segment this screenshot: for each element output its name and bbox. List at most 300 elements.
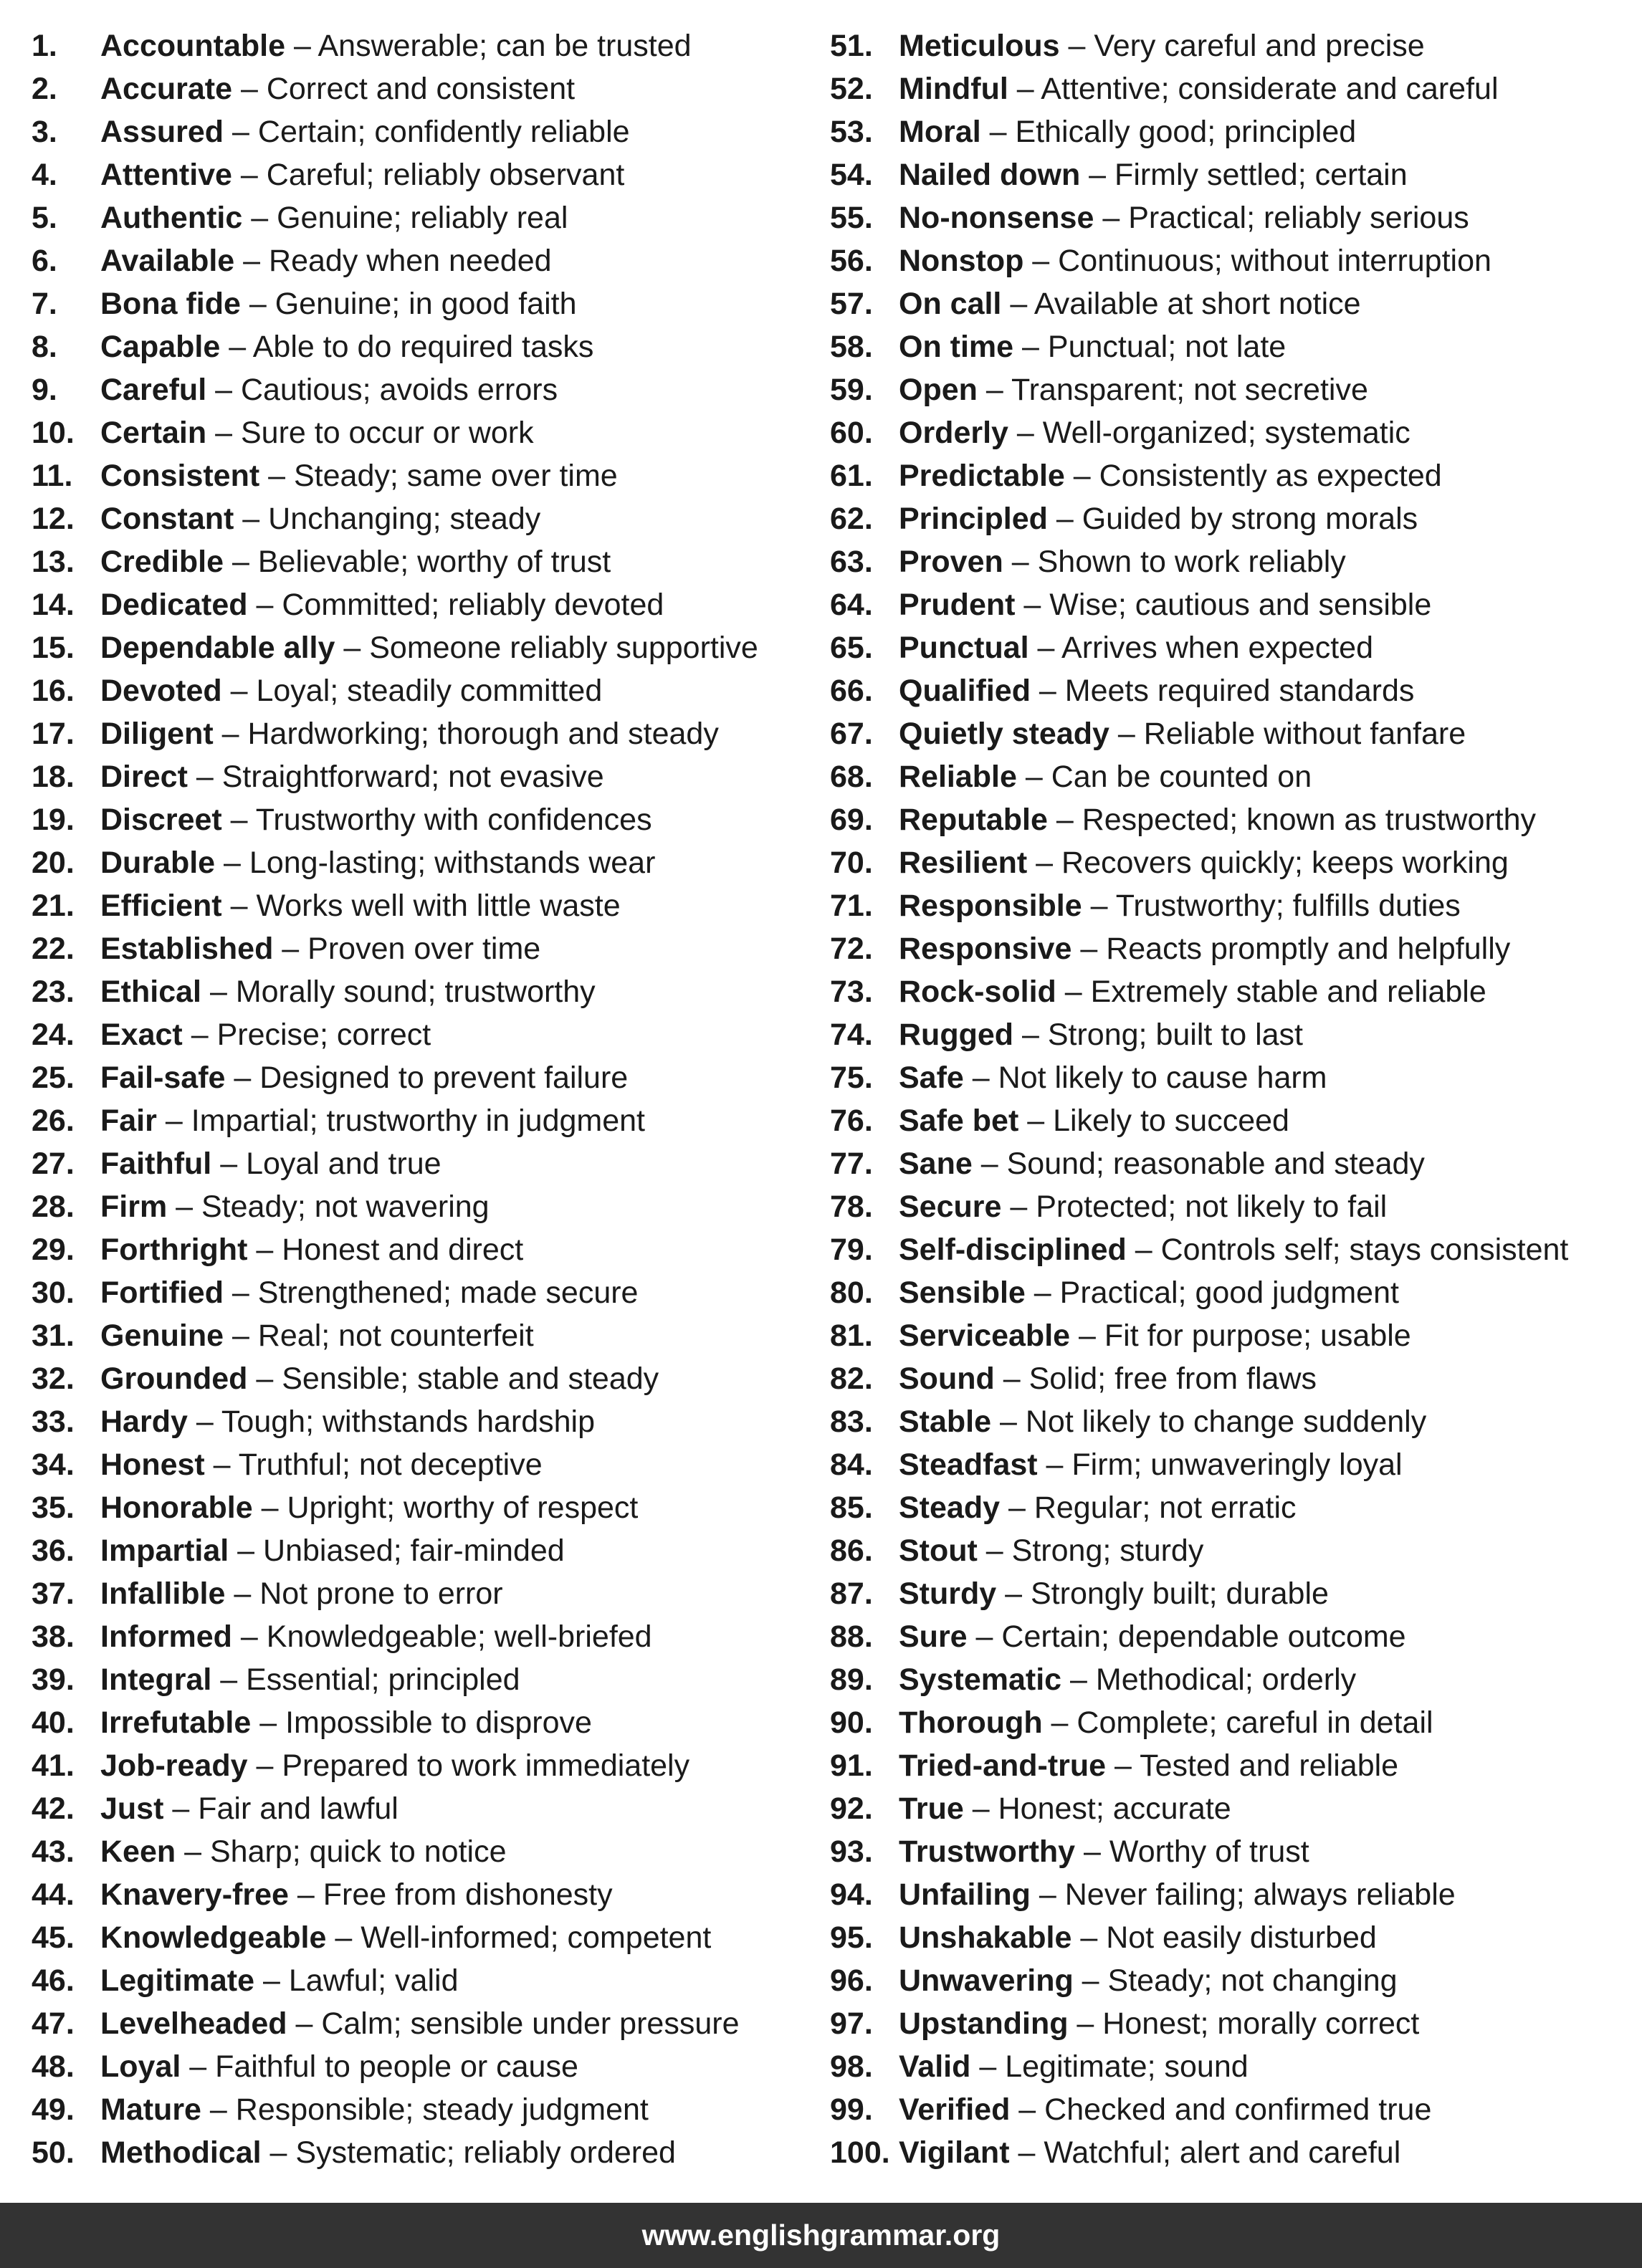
list-item bbox=[830, 368, 1633, 411]
item-term: Steadfast bbox=[899, 1448, 1038, 1482]
list-item bbox=[32, 970, 827, 1013]
item-definition: Correct and consistent bbox=[266, 72, 576, 106]
item-separator: – bbox=[225, 1061, 260, 1095]
item-term: Serviceable bbox=[899, 1319, 1071, 1353]
item-text bbox=[100, 841, 655, 884]
item-term: Stout bbox=[899, 1533, 978, 1568]
item-number: 51. bbox=[830, 29, 873, 63]
list-item bbox=[32, 798, 827, 841]
item-definition: Honest; morally correct bbox=[1102, 2006, 1420, 2041]
item-separator: – bbox=[1025, 1276, 1060, 1310]
item-text bbox=[899, 1099, 1289, 1142]
item-separator: – bbox=[1018, 1104, 1054, 1138]
item-definition: Meets required standards bbox=[1064, 674, 1415, 708]
item-definition: Reliable without fanfare bbox=[1143, 717, 1466, 751]
item-definition: Strong; built to last bbox=[1047, 1018, 1303, 1052]
item-text bbox=[899, 1056, 1327, 1099]
item-separator: – bbox=[1109, 717, 1144, 751]
item-separator: – bbox=[234, 244, 269, 278]
item-separator: – bbox=[176, 1834, 210, 1869]
item-definition: Controls self; stays consistent bbox=[1160, 1233, 1569, 1267]
item-term: Unwavering bbox=[899, 1963, 1074, 1998]
item-separator: – bbox=[994, 1362, 1029, 1396]
item-text bbox=[100, 1056, 628, 1099]
item-separator: – bbox=[1030, 1877, 1065, 1912]
item-separator: – bbox=[1028, 631, 1062, 665]
item-number: 93. bbox=[830, 1834, 873, 1869]
item-definition: Not likely to cause harm bbox=[998, 1061, 1327, 1095]
item-number: 64. bbox=[830, 588, 873, 622]
item-separator: – bbox=[1073, 1963, 1108, 1998]
item-separator: – bbox=[247, 1748, 282, 1783]
item-number: 44. bbox=[32, 1877, 75, 1912]
item-separator: – bbox=[187, 1405, 221, 1439]
item-term: Accurate bbox=[100, 72, 233, 106]
item-number: 78. bbox=[830, 1190, 873, 1224]
item-text bbox=[899, 2045, 1249, 2088]
list-item bbox=[32, 927, 827, 970]
item-number: 92. bbox=[830, 1791, 873, 1826]
item-number: 60. bbox=[830, 416, 873, 450]
list-item bbox=[32, 282, 827, 325]
item-text bbox=[100, 411, 534, 454]
item-definition: Shown to work reliably bbox=[1037, 545, 1346, 579]
list-item bbox=[32, 110, 827, 153]
list-item bbox=[830, 1701, 1633, 1744]
word-list bbox=[0, 24, 1642, 2170]
item-term: Meticulous bbox=[899, 29, 1060, 63]
item-term: Irrefutable bbox=[100, 1705, 252, 1740]
item-number: 13. bbox=[32, 545, 75, 579]
item-definition: Certain; dependable outcome bbox=[1001, 1619, 1406, 1654]
item-text bbox=[899, 2088, 1431, 2131]
item-definition: Responsible; steady judgment bbox=[235, 2092, 649, 2127]
item-number: 19. bbox=[32, 803, 75, 837]
item-definition: Tough; withstands hardship bbox=[221, 1405, 596, 1439]
list-item bbox=[32, 1443, 827, 1486]
list-item bbox=[830, 712, 1633, 755]
item-number: 10. bbox=[32, 416, 75, 450]
list-item bbox=[830, 540, 1633, 583]
item-term: Ethical bbox=[100, 975, 201, 1009]
item-term: Principled bbox=[899, 502, 1048, 536]
item-number: 22. bbox=[32, 932, 75, 966]
item-text bbox=[899, 712, 1466, 755]
list-item bbox=[32, 1701, 827, 1744]
item-separator: – bbox=[247, 1362, 282, 1396]
item-definition: Sensible; stable and steady bbox=[282, 1362, 659, 1396]
item-separator: – bbox=[231, 1619, 267, 1654]
list-item bbox=[32, 1830, 827, 1873]
item-number: 57. bbox=[830, 287, 873, 321]
list-item bbox=[32, 626, 827, 669]
item-separator: – bbox=[977, 373, 1011, 407]
item-separator: – bbox=[247, 588, 282, 622]
item-number: 39. bbox=[32, 1662, 75, 1697]
item-separator: – bbox=[211, 1147, 247, 1181]
item-definition: Morally sound; trustworthy bbox=[235, 975, 596, 1009]
list-item bbox=[32, 153, 827, 196]
item-definition: Long-lasting; withstands wear bbox=[249, 846, 656, 880]
item-text bbox=[100, 1228, 523, 1271]
list-item bbox=[32, 884, 827, 927]
item-definition: Available at short notice bbox=[1034, 287, 1361, 321]
item-text bbox=[100, 67, 575, 110]
item-number: 90. bbox=[830, 1705, 873, 1740]
item-term: Predictable bbox=[899, 459, 1065, 493]
item-definition: Cautious; avoids errors bbox=[240, 373, 558, 407]
item-separator: – bbox=[221, 674, 257, 708]
item-text bbox=[100, 1873, 613, 1916]
item-number: 70. bbox=[830, 846, 873, 880]
item-term: On time bbox=[899, 330, 1014, 364]
item-text bbox=[899, 626, 1373, 669]
item-definition: Trustworthy; fulfills duties bbox=[1115, 889, 1461, 923]
item-definition: Free from dishonesty bbox=[323, 1877, 613, 1912]
item-separator: – bbox=[1015, 588, 1050, 622]
item-separator: – bbox=[977, 1533, 1012, 1568]
list-item bbox=[32, 1486, 827, 1529]
word-list-column-left bbox=[32, 24, 827, 2174]
item-text bbox=[100, 1615, 652, 1658]
item-number: 6. bbox=[32, 244, 57, 278]
item-separator: – bbox=[225, 1576, 260, 1611]
item-term: Prudent bbox=[899, 588, 1016, 622]
item-text bbox=[899, 583, 1431, 626]
item-term: Devoted bbox=[100, 674, 222, 708]
item-number: 20. bbox=[32, 846, 75, 880]
item-text bbox=[100, 1185, 490, 1228]
item-number: 32. bbox=[32, 1362, 75, 1396]
item-term: Fortified bbox=[100, 1276, 224, 1310]
item-number: 62. bbox=[830, 502, 873, 536]
item-definition: Practical; good judgment bbox=[1059, 1276, 1399, 1310]
item-text bbox=[899, 1400, 1426, 1443]
item-term: Dedicated bbox=[100, 588, 248, 622]
item-number: 66. bbox=[830, 674, 873, 708]
item-term: Infallible bbox=[100, 1576, 226, 1611]
item-number: 8. bbox=[32, 330, 57, 364]
list-item bbox=[830, 282, 1633, 325]
item-text bbox=[899, 1959, 1398, 2002]
item-term: Discreet bbox=[100, 803, 222, 837]
item-definition: Attentive; considerate and careful bbox=[1041, 72, 1499, 106]
item-text bbox=[100, 1099, 645, 1142]
item-term: Exact bbox=[100, 1018, 183, 1052]
item-definition: Watchful; alert and careful bbox=[1044, 2135, 1401, 2170]
item-text bbox=[899, 1314, 1411, 1357]
item-separator: – bbox=[1126, 1233, 1161, 1267]
item-definition: Precise; correct bbox=[216, 1018, 431, 1052]
list-item bbox=[32, 1400, 827, 1443]
item-number: 11. bbox=[32, 459, 73, 493]
list-item bbox=[32, 540, 827, 583]
list-item bbox=[32, 2045, 827, 2088]
item-separator: – bbox=[1061, 1662, 1096, 1697]
item-number: 16. bbox=[32, 674, 75, 708]
item-number: 25. bbox=[32, 1061, 75, 1095]
item-term: On call bbox=[899, 287, 1002, 321]
item-definition: Firm; unwaveringly loyal bbox=[1071, 1448, 1403, 1482]
list-item bbox=[32, 755, 827, 798]
item-number: 5. bbox=[32, 201, 57, 235]
item-term: Tried-and-true bbox=[899, 1748, 1107, 1783]
item-term: Established bbox=[100, 932, 274, 966]
item-number: 89. bbox=[830, 1662, 873, 1697]
item-separator: – bbox=[254, 1963, 289, 1998]
item-number: 12. bbox=[32, 502, 75, 536]
item-term: Qualified bbox=[899, 674, 1031, 708]
item-separator: – bbox=[224, 545, 258, 579]
item-text bbox=[899, 153, 1408, 196]
item-definition: Designed to prevent failure bbox=[259, 1061, 629, 1095]
item-definition: Lawful; valid bbox=[288, 1963, 459, 1998]
list-item bbox=[830, 1916, 1633, 1959]
item-separator: – bbox=[181, 2049, 216, 2084]
item-term: Faithful bbox=[100, 1147, 212, 1181]
item-term: Job-ready bbox=[100, 1748, 248, 1783]
item-text bbox=[100, 1658, 520, 1701]
item-term: Sure bbox=[899, 1619, 968, 1654]
list-item bbox=[830, 1873, 1633, 1916]
item-text bbox=[100, 1959, 459, 2002]
list-item bbox=[830, 798, 1633, 841]
item-separator: – bbox=[1042, 1705, 1077, 1740]
list-item bbox=[32, 1787, 827, 1830]
list-item bbox=[32, 325, 827, 368]
item-definition: Solid; free from flaws bbox=[1028, 1362, 1317, 1396]
item-separator: – bbox=[1106, 1748, 1140, 1783]
item-text bbox=[100, 1443, 543, 1486]
item-definition: Proven over time bbox=[307, 932, 541, 966]
list-item bbox=[32, 1271, 827, 1314]
item-term: Authentic bbox=[100, 201, 243, 235]
item-text bbox=[899, 1228, 1568, 1271]
item-definition: Answerable; can be trusted bbox=[318, 29, 692, 63]
item-definition: Loyal and true bbox=[246, 1147, 441, 1181]
item-number: 35. bbox=[32, 1491, 75, 1525]
item-number: 74. bbox=[830, 1018, 873, 1052]
item-definition: Continuous; without interruption bbox=[1058, 244, 1491, 278]
item-definition: Upright; worthy of respect bbox=[287, 1491, 639, 1525]
item-number: 40. bbox=[32, 1705, 75, 1740]
item-number: 63. bbox=[830, 545, 873, 579]
item-separator: – bbox=[1068, 2006, 1103, 2041]
item-separator: – bbox=[182, 1018, 217, 1052]
item-definition: Calm; sensible under pressure bbox=[321, 2006, 740, 2041]
item-text bbox=[899, 67, 1499, 110]
item-term: Knavery-free bbox=[100, 1877, 289, 1912]
item-term: Sturdy bbox=[899, 1576, 997, 1611]
item-separator: – bbox=[1047, 502, 1082, 536]
item-term: Grounded bbox=[100, 1362, 248, 1396]
list-item bbox=[32, 583, 827, 626]
item-definition: Tested and reliable bbox=[1140, 1748, 1399, 1783]
item-term: Consistent bbox=[100, 459, 260, 493]
item-number: 100. bbox=[830, 2135, 890, 2170]
item-definition: Consistently as expected bbox=[1099, 459, 1442, 493]
item-term: Safe bbox=[899, 1061, 964, 1095]
item-number: 77. bbox=[830, 1147, 873, 1181]
list-item bbox=[830, 1357, 1633, 1400]
item-term: Dependable ally bbox=[100, 631, 335, 665]
item-number: 65. bbox=[830, 631, 873, 665]
list-item bbox=[32, 1615, 827, 1658]
item-term: Punctual bbox=[899, 631, 1029, 665]
item-text bbox=[899, 2131, 1400, 2174]
item-separator: – bbox=[1013, 330, 1048, 364]
item-text bbox=[100, 540, 611, 583]
item-term: Valid bbox=[899, 2049, 971, 2084]
item-number: 33. bbox=[32, 1405, 75, 1439]
item-definition: Wise; cautious and sensible bbox=[1049, 588, 1432, 622]
list-item bbox=[830, 1486, 1633, 1529]
item-text bbox=[100, 1142, 441, 1185]
item-separator: – bbox=[1016, 760, 1051, 794]
item-number: 1. bbox=[32, 29, 57, 63]
item-number: 3. bbox=[32, 115, 57, 149]
item-text bbox=[100, 2131, 676, 2174]
item-definition: Protected; not likely to fail bbox=[1036, 1190, 1388, 1224]
item-separator: – bbox=[285, 29, 318, 63]
list-item bbox=[830, 497, 1633, 540]
item-term: Genuine bbox=[100, 1319, 224, 1353]
item-separator: – bbox=[156, 1104, 191, 1138]
item-text bbox=[899, 1271, 1399, 1314]
item-term: Sane bbox=[899, 1147, 973, 1181]
item-definition: Well-organized; systematic bbox=[1042, 416, 1411, 450]
item-term: Rugged bbox=[899, 1018, 1014, 1052]
item-text bbox=[100, 1830, 507, 1873]
item-number: 15. bbox=[32, 631, 75, 665]
item-separator: – bbox=[1000, 1491, 1034, 1525]
list-item bbox=[32, 1658, 827, 1701]
item-definition: Essential; principled bbox=[246, 1662, 520, 1697]
item-term: Knowledgeable bbox=[100, 1920, 327, 1955]
item-definition: Transparent; not secretive bbox=[1011, 373, 1368, 407]
item-number: 45. bbox=[32, 1920, 75, 1955]
item-number: 80. bbox=[830, 1276, 873, 1310]
list-item bbox=[32, 239, 827, 282]
item-term: Mindful bbox=[899, 72, 1008, 106]
item-term: Sound bbox=[899, 1362, 995, 1396]
item-term: Loyal bbox=[100, 2049, 181, 2084]
item-text bbox=[899, 540, 1346, 583]
list-item bbox=[830, 1572, 1633, 1615]
list-item bbox=[32, 1314, 827, 1357]
item-text bbox=[899, 1486, 1297, 1529]
item-text bbox=[100, 196, 568, 239]
footer-banner bbox=[0, 2203, 1642, 2268]
item-text bbox=[899, 927, 1510, 970]
item-text bbox=[100, 497, 540, 540]
list-item bbox=[830, 1013, 1633, 1056]
item-separator: – bbox=[251, 1705, 286, 1740]
item-definition: Honest; accurate bbox=[998, 1791, 1231, 1826]
item-definition: Genuine; reliably real bbox=[277, 201, 568, 235]
item-number: 37. bbox=[32, 1576, 75, 1611]
item-definition: Sound; reasonable and steady bbox=[1006, 1147, 1425, 1181]
item-number: 42. bbox=[32, 1791, 75, 1826]
item-text bbox=[100, 1572, 503, 1615]
item-text bbox=[899, 1873, 1456, 1916]
item-text bbox=[100, 755, 604, 798]
item-term: Reliable bbox=[899, 760, 1017, 794]
item-number: 85. bbox=[830, 1491, 873, 1525]
item-definition: Strongly built; durable bbox=[1031, 1576, 1329, 1611]
item-separator: – bbox=[970, 2049, 1006, 2084]
item-separator: – bbox=[224, 1319, 258, 1353]
item-term: Informed bbox=[100, 1619, 232, 1654]
item-number: 56. bbox=[830, 244, 873, 278]
item-text bbox=[899, 669, 1414, 712]
item-definition: Steady; not changing bbox=[1107, 1963, 1398, 1998]
item-term: Forthright bbox=[100, 1233, 248, 1267]
item-definition: Recovers quickly; keeps working bbox=[1061, 846, 1509, 880]
item-separator: – bbox=[1056, 975, 1091, 1009]
item-separator: – bbox=[1008, 72, 1041, 106]
item-definition: Regular; not erratic bbox=[1034, 1491, 1297, 1525]
item-term: Honest bbox=[100, 1448, 205, 1482]
item-term: Integral bbox=[100, 1662, 212, 1697]
item-separator: – bbox=[1023, 244, 1059, 278]
item-number: 17. bbox=[32, 717, 75, 751]
list-item bbox=[830, 153, 1633, 196]
list-item bbox=[32, 1056, 827, 1099]
item-term: Moral bbox=[899, 115, 981, 149]
list-item bbox=[32, 1099, 827, 1142]
item-number: 54. bbox=[830, 158, 873, 192]
item-separator: – bbox=[163, 1791, 199, 1826]
list-item bbox=[830, 325, 1633, 368]
item-definition: Certain; confidently reliable bbox=[257, 115, 630, 149]
list-item bbox=[830, 1314, 1633, 1357]
item-definition: Faithful to people or cause bbox=[215, 2049, 578, 2084]
item-number: 46. bbox=[32, 1963, 75, 1998]
list-item bbox=[830, 196, 1633, 239]
item-term: Direct bbox=[100, 760, 188, 794]
item-definition: Knowledgeable; well-briefed bbox=[266, 1619, 652, 1654]
item-number: 27. bbox=[32, 1147, 75, 1181]
item-number: 48. bbox=[32, 2049, 75, 2084]
list-item bbox=[830, 1142, 1633, 1185]
item-definition: Reacts promptly and helpfully bbox=[1106, 932, 1511, 966]
item-definition: Never failing; always reliable bbox=[1064, 1877, 1456, 1912]
item-text bbox=[899, 1787, 1231, 1830]
item-text bbox=[100, 1357, 659, 1400]
list-item bbox=[32, 67, 827, 110]
item-text bbox=[899, 411, 1411, 454]
item-number: 95. bbox=[830, 1920, 873, 1955]
item-definition: Strong; sturdy bbox=[1011, 1533, 1204, 1568]
item-separator: – bbox=[1064, 459, 1099, 493]
item-separator: – bbox=[247, 1233, 282, 1267]
item-text bbox=[899, 1357, 1317, 1400]
item-separator: – bbox=[1082, 889, 1116, 923]
item-term: Thorough bbox=[899, 1705, 1043, 1740]
item-term: Vigilant bbox=[899, 2135, 1010, 2170]
item-separator: – bbox=[1027, 846, 1062, 880]
item-number: 87. bbox=[830, 1576, 873, 1611]
item-number: 91. bbox=[830, 1748, 873, 1783]
item-definition: Fit for purpose; usable bbox=[1104, 1319, 1411, 1353]
item-term: Just bbox=[100, 1791, 164, 1826]
item-term: Upstanding bbox=[899, 2006, 1069, 2041]
item-text bbox=[100, 1314, 534, 1357]
item-definition: Honest and direct bbox=[282, 1233, 524, 1267]
item-separator: – bbox=[1003, 545, 1038, 579]
item-separator: – bbox=[204, 1448, 239, 1482]
